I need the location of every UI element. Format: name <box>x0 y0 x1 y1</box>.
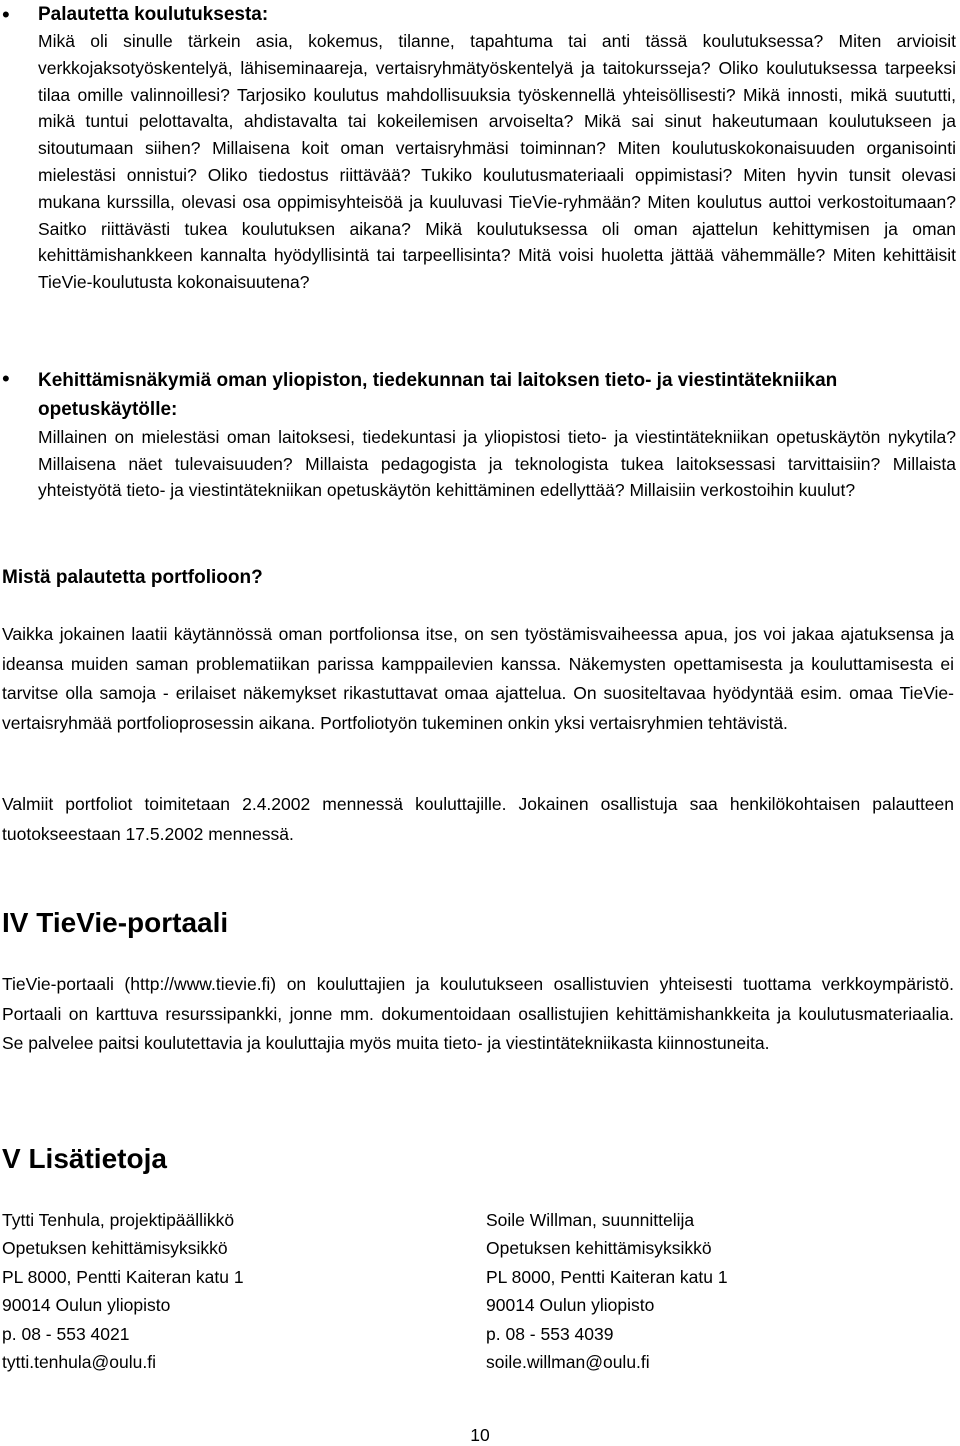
bullet-marker: • <box>2 2 10 27</box>
contact-email: tytti.tenhula@oulu.fi <box>2 1352 156 1373</box>
section-iv-title: IV TieVie-portaali <box>2 907 229 938</box>
development-bullet <box>0 366 956 504</box>
portfolio-paragraph-1: Vaikka jokainen laatii käytännössä oman portfolionsa itse, on sen työstämisvaiheessa apua, jos voi jakaa ajatuksensa ja ideansa muiden saman problematiikan parissa kamppailevien kanssa. Näkemysten opettamisesta ja kouluttamisesta ei tarvitse olla samoja - erilaiset näkemykset rikastuttavat omaa ajattelua. On suositeltavaa hyödyntää esim. omaa TieVie-vertaisryhmää portfolioprosessin aikana. Portfoliotyön tukeminen onkin yksi vertaisryhmien tehtävistä. <box>2 624 954 733</box>
feedback-bullet <box>0 2 956 296</box>
contact-city: 90014 Oulun yliopisto <box>2 1295 171 1316</box>
contact-phone: p. 08 - 553 4021 <box>2 1323 130 1344</box>
portfolio-paragraph-2: Valmiit portfoliot toimitetaan 2.4.2002 mennessä kouluttajille. Jokainen osallistuja saa henkilökohtaisen palautteen tuotokseestaan 17.5.2002 mennessä. <box>2 794 954 844</box>
development-body: Millainen on mielestäsi oman laitoksesi, tiedekuntasi ja yliopistosi tieto- ja viestintätekniikan opetuskäytön nykytila? Millaisena näet tulevaisuuden? Millaista pedagogista ja teknologista tukea laitoksessasi tarvittaisiin? Millaista yhteistyötä tieto- ja viestintätekniikan opetuskäytön kehittäminen edellyttää? Millaisiin verkostoihin kuulut? <box>38 427 956 500</box>
contact-unit: Opetuksen kehittämisyksikkö <box>486 1238 712 1259</box>
feedback-bullet-content <box>38 2 956 296</box>
contact-unit: Opetuksen kehittämisyksikkö <box>2 1238 228 1259</box>
page-number: 10 <box>470 1425 490 1445</box>
development-bullet-content <box>38 366 956 504</box>
contact-name-title: Soile Willman, suunnittelija <box>486 1210 695 1230</box>
contact-name-title: Tytti Tenhula, projektipäällikkö <box>2 1210 235 1230</box>
portfolio-heading: Mistä palautetta portfolioon? <box>2 567 263 588</box>
contact-card-tenhula <box>2 1206 442 1376</box>
bullet-marker: • <box>2 366 10 391</box>
feedback-body: Mikä oli sinulle tärkein asia, kokemus, tilanne, tapahtuma tai anti tässä koulutuksessa? Miten arvioisit verkkojaksotyöskentelyä, lähiseminaareja, vertaisryhmätyöskentelyä ja taitokursseja? Oliko koulutuksessa tarpeeksi tilaa omille valinnoillesi? Tarjosiko koulutus mahdollisuuksia työskennellä yhteisöllisesti? Mikä innosti, mikä suututti, mikä tuntui pelottavalta, ahdistavalta tai kokeilemisen arvoiselta? Mikä sai sinut hakeutumaan koulutukseen ja sitoutumaan siihen? Millaisena koit oman vertaisryhmäsi toiminnan? Miten koulutuskokonaisuuden organisointi mielestäsi onnistui? Oliko tiedostus riittävää? Tukiko koulutusmateriaali oppimistasi? Miten hyvin tunsit olevasi mukana kurssilla, olevasi osa oppimisyhteisöä ja kuuluvasi TieVie-ryhmään? Miten koulutus auttoi verkostoitumaan? Saitko riittävästi tukea koulutuksen aikana? Mikä koulutuksessa oli oman ajattelun kehittymisen ja oman kehittämishankkeen kannalta hyödyllisintä tai tarpeellisinta? Mitä voisi huoletta jättää vähemmälle? Miten kehittäisit TieVie-koulutusta kokonaisuutena? <box>38 31 956 293</box>
contact-card-willman <box>486 1206 926 1376</box>
contact-address: PL 8000, Pentti Kaiteran katu 1 <box>2 1266 244 1287</box>
section-iv-body: TieVie-portaali (http://www.tievie.fi) on kouluttajien ja koulutukseen osallistuvien yhteisesti tuottama verkkoympäristö. Portaali on karttuva resurssipankki, jonne mm. dokumentoidaan osallistujien kehittämishankkeita ja koulutusmateriaalia. Se palvelee paitsi koulutettavia ja kouluttajia myös muita tieto- ja viestintätekniikasta kiinnostuneita. <box>2 974 954 1053</box>
contact-email: soile.willman@oulu.fi <box>486 1352 650 1373</box>
feedback-heading: Palautetta koulutuksesta: <box>38 4 269 25</box>
development-heading: Kehittämisnäkymiä oman yliopiston, tiedekunnan tai laitoksen tieto- ja viestintätekniikan opetuskäytölle: <box>38 370 838 420</box>
contact-city: 90014 Oulun yliopisto <box>486 1295 655 1316</box>
contact-phone: p. 08 - 553 4039 <box>486 1323 614 1344</box>
contact-address: PL 8000, Pentti Kaiteran katu 1 <box>486 1266 728 1287</box>
section-v-title: V Lisätietoja <box>2 1143 167 1174</box>
